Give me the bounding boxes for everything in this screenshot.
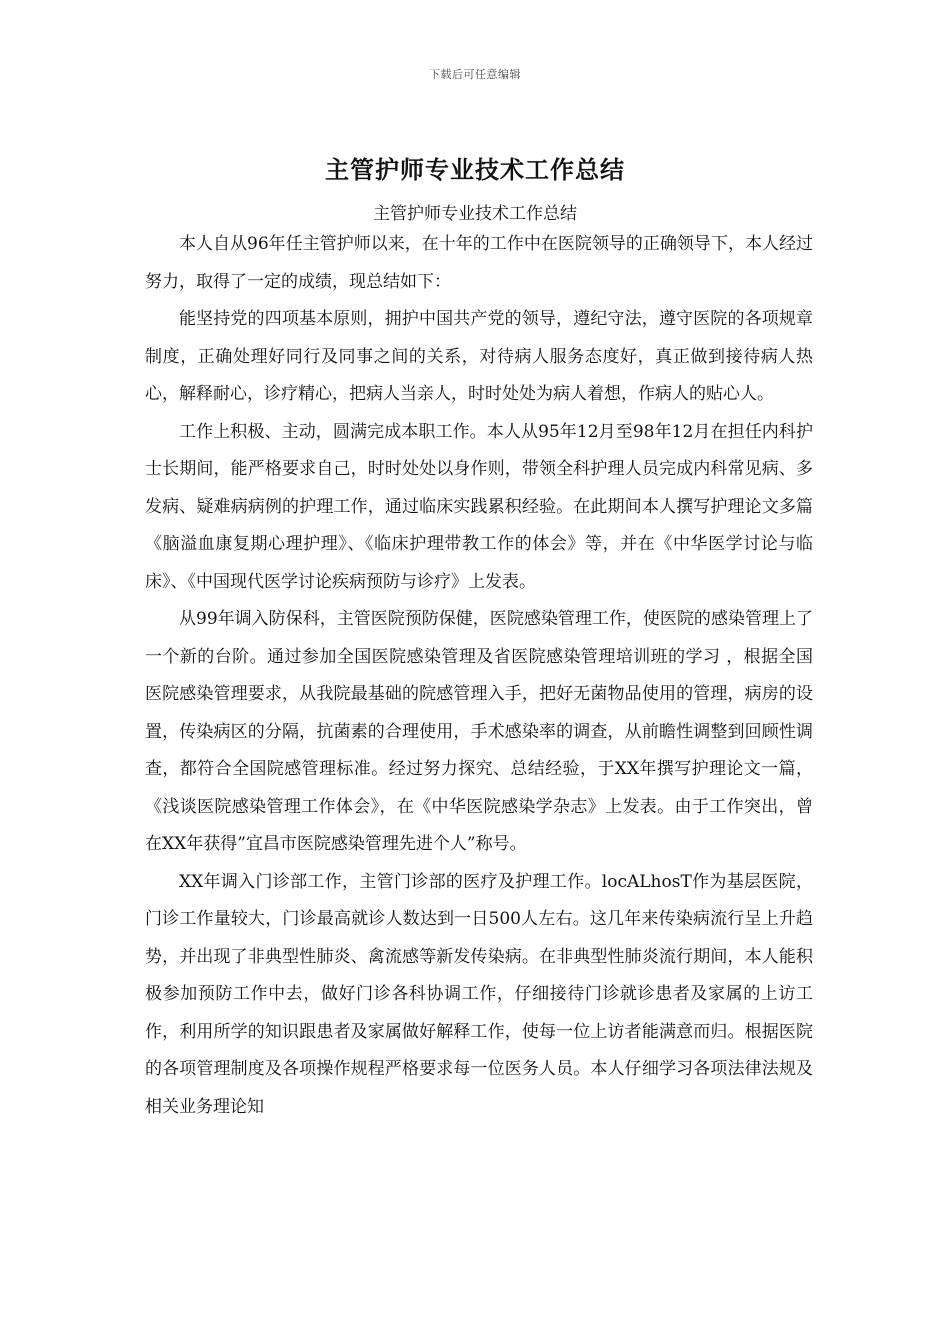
body-paragraph-1: 本人自从96年任主管护师以来，在十年的工作中在医院领导的正确领导下，本人经过努力，取得了一定的成绩，现总结如下： (145, 234, 813, 292)
body-paragraph-3: 工作上积极、主动，圆满完成本职工作。本人从95年12月至98年12月在担任内科护士长期间，能严格要求自己，时时处处以身作则，带领全科护理人员完成内科常见病、多发病、疑难病病例的护理工作，通过临床实践累积经验。在此期间本人撰写护理论文多篇《脑溢血康复期心理护理》、《临床护理带教工作的体会》等，并在《中华医学讨论与临床》、《中国现代医学讨论疾病预防与诊疗》上发表。 (145, 421, 813, 592)
body-paragraph-4: 从99年调入防保科，主管医院预防保健，医院感染管理工作，使医院的感染管理上了一个新的台阶。通过参加全国医院感染管理及省医院感染管理培训班的学习 ，根据全国医院感染管理要求，从我院最基础的院感管理入手，把好无菌物品使用的管理，病房的设置，传染病区的分隔，抗菌素的合理使用，手术感染率的调查，从前瞻性调整到回顾性调查，都符合全国院感管理标准。经过努力探究、总结经验，于XX年撰写护理论文一篇，《浅谈医院感染管理工作体会》，在《中华医院感染学杂志》上发表。由于工作突出，曾在XX年获得”宜昌市医院感染管理先进个人”称号。 (145, 609, 813, 854)
page-header-note: 下载后可任意编辑 (429, 68, 521, 81)
body-paragraph-5: XX年调入门诊部工作，主管门诊部的医疗及护理工作。locALhosT作为基层医院，门诊工作量较大，门诊最高就诊人数达到一日500人左右。这几年来传染病流行呈上升趋势，并出现了非典型性肺炎、禽流感等新发传染病。在非典型性肺炎流行期间，本人能积极参加预防工作中去，做好门诊各科协调工作，仔细接待门诊就诊患者及家属的上访工作，利用所学的知识跟患者及家属做好解释工作，使每一位上访者能满意而归。根据医院的各项管理制度及各项操作规程严格要求每一位医务人员。本人仔细学习各项法律法规及相关业务理论知 (145, 871, 813, 1117)
document-body (145, 226, 813, 1126)
document-title: 主管护师专业技术工作总结 (325, 156, 625, 184)
document-subtitle: 主管护师专业技术工作总结 (373, 204, 577, 224)
body-paragraph-2: 能坚持党的四项基本原则，拥护中国共产党的领导，遵纪守法，遵守医院的各项规章制度，正确处理好同行及同事之间的关系，对待病人服务态度好，真正做到接待病人热心，解释耐心，诊疗精心，把病人当亲人，时时处处为病人着想，作病人的贴心人。 (145, 309, 813, 404)
